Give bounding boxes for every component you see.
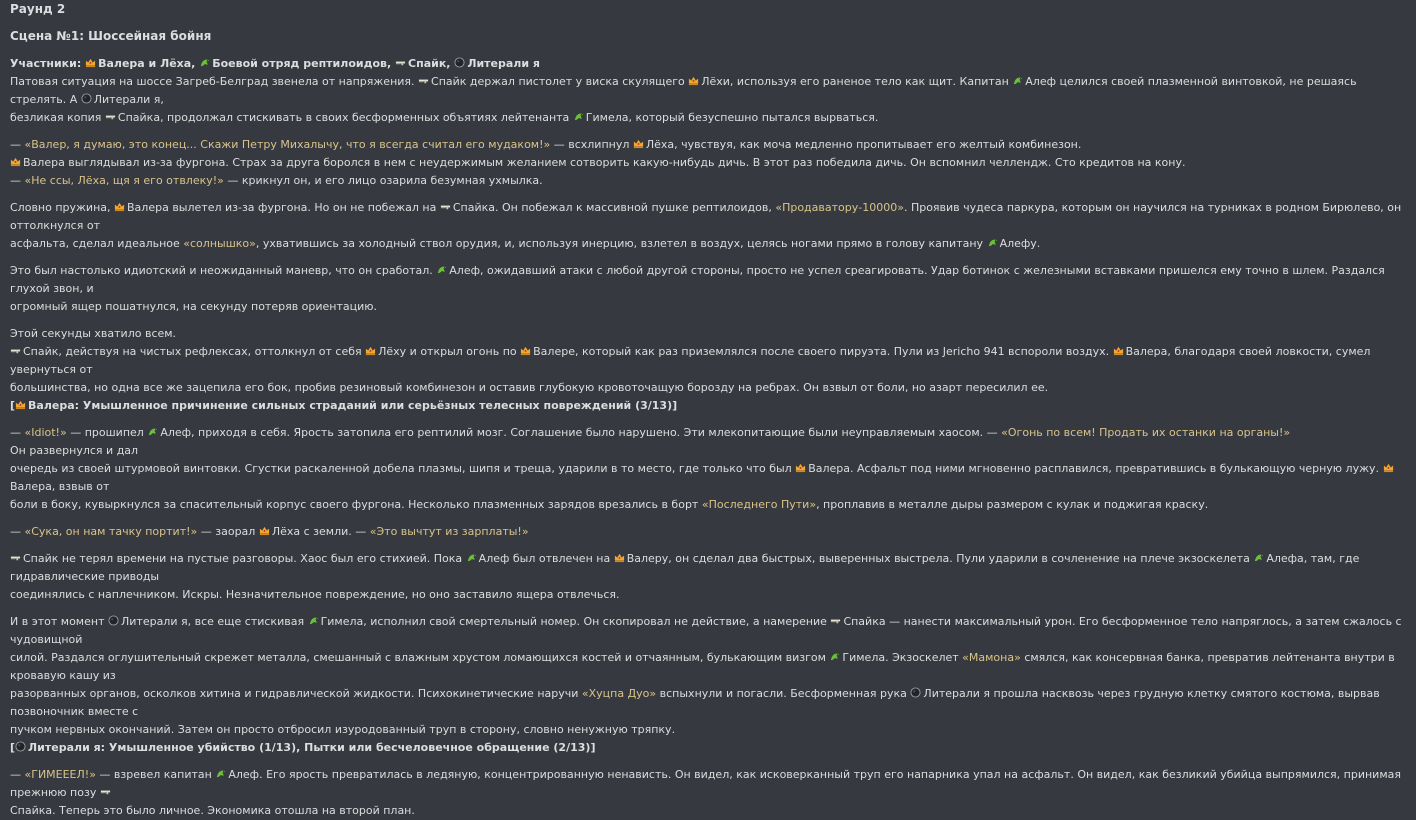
text-span: Словно пружина, xyxy=(10,201,115,214)
crown-icon xyxy=(365,345,376,356)
participants-label: Участники: xyxy=(10,57,82,70)
quote: «Хуцпа Дуо» xyxy=(581,687,657,700)
text-span: [ xyxy=(10,399,16,412)
lizard-icon xyxy=(436,264,447,275)
text-span: Алеф. Его ярость превратилась в ледяную, концентрированную ненависть. Он видел, как исковерканный труп его напарника упал на асфальт. Он видел, как безликий убийца выпрямился, принимая прежнюю позу xyxy=(10,768,1401,799)
crown-icon xyxy=(15,399,26,410)
participants-line xyxy=(10,55,1408,73)
text-span: Лёху и открыл огонь по xyxy=(378,345,521,358)
text-span: асфальта, сделал идеальное xyxy=(10,237,184,250)
lizard-icon xyxy=(987,237,998,248)
quote: «ГИМЕЕЕЛ!» xyxy=(24,768,96,781)
crown-icon xyxy=(259,525,270,536)
crown-icon xyxy=(633,138,644,149)
text-span: Лёхи, используя его раненое тело как щит. Капитан xyxy=(701,75,1013,88)
lizard-icon xyxy=(466,552,477,563)
text-span: Алеф был отвлечен на xyxy=(478,552,614,565)
text-span: смялся, как консервная банка, превратив лейтенанта внутри в кровавую кашу из xyxy=(10,651,1395,682)
quote: «Валер, я думаю, это конец... Скажи Петру Михалычу, что я всегда считал его мудаком!» xyxy=(24,138,551,151)
gun-icon xyxy=(10,345,21,356)
text-span: — xyxy=(10,768,25,781)
text-span: Лёха с земли. — xyxy=(271,525,370,538)
gun-icon xyxy=(395,57,406,68)
quote: «солнышко» xyxy=(183,237,256,250)
text-span: Гимела. Экзоскелет xyxy=(842,651,963,664)
paragraph-9 xyxy=(10,613,1408,757)
quote: «Мамона» xyxy=(962,651,1021,664)
text-span: Алеф, приходя в себя. Ярость затопила его рептилий мозг. Соглашение было нарушено. Эти млекопитающие были неуправляемым хаосом. — xyxy=(160,426,1002,439)
lizard-icon xyxy=(199,57,210,68)
text-span: большинства, но одна все же зацепила его бок, пробив резиновый комбинезон и оставив глубокую кровоточащую борозду на ребрах. Он взвыл от боли, но азарт пересилил ее. xyxy=(10,381,1049,394)
text-span: Спайка — нанести максимальный урон. Его бесформенное тело напряглось, а затем сжалось с чудовищной xyxy=(10,615,1402,646)
paragraph-6 xyxy=(10,424,1408,514)
crown-icon xyxy=(795,462,806,473)
text-span: — прошипел xyxy=(66,426,148,439)
quote: «Продаватору-10000» xyxy=(775,201,904,214)
text-span: Литерали я, xyxy=(93,93,164,106)
participant-2: Боевой отряд рептилоидов, xyxy=(212,57,392,70)
quote: «Это вычтут из зарплаты!» xyxy=(369,525,529,538)
text-span: Литерали я: Умышленное убийство (1/13), Пытки или бесчеловечное обращение (2/13)] xyxy=(28,741,596,754)
lizard-icon xyxy=(829,651,840,662)
text-span: очередь из своей штурмовой винтовки. Сгустки раскаленной добела плазмы, шипя и треща, ударили в то место, где только что был xyxy=(10,462,796,475)
gun-icon xyxy=(830,615,841,626)
crown-icon xyxy=(614,552,625,563)
text-span: Алефа, там, где гидравлические приводы xyxy=(10,552,1360,583)
text-span: Спайк держал пистолет у виска скулящего xyxy=(431,75,689,88)
text-span: И в этот момент xyxy=(10,615,108,628)
text-span: [ xyxy=(10,741,16,754)
text-span: Валера, взвыв от xyxy=(10,480,110,493)
text-span: Литерали я прошла насквозь через грудную клетку смятого костюма, вырвав позвоночник вместе с xyxy=(10,687,1380,718)
text-span: — xyxy=(10,426,25,439)
text-span: Валера вылетел из-за фургона. Но он не побежал на xyxy=(127,201,440,214)
text-span: Патовая ситуация на шоссе Загреб-Белград звенела от напряжения. xyxy=(10,75,419,88)
paragraph-8 xyxy=(10,550,1408,604)
scene-title: Сцена №1: Шоссейная бойня xyxy=(10,29,212,43)
crown-icon xyxy=(688,75,699,86)
paragraph-3 xyxy=(10,199,1408,253)
gun-icon xyxy=(105,111,116,122)
text-span: Валере, который как раз приземлялся после своего пируэта. Пули из Jericho 941 вспороли воздух. xyxy=(533,345,1113,358)
text-span: огромный ящер пошатнулся, на секунду потеряв ориентацию. xyxy=(10,300,378,313)
text-span: Валера: Умышленное причинение сильных страданий или серьёзных телесных повреждений (3/13)] xyxy=(28,399,678,412)
text-span: — xyxy=(10,525,25,538)
dark-orb-icon xyxy=(910,687,921,698)
text-span: Алеф целился своей плазменной винтовкой, не решаясь стрелять. А xyxy=(10,75,1357,106)
lizard-icon xyxy=(147,426,158,437)
gun-icon xyxy=(100,786,111,797)
text-span: силой. Раздался оглушительный скрежет металла, смешанный с влажным хрустом ломающихся костей и отчаянным, булькающим визгом xyxy=(10,651,830,664)
crown-icon xyxy=(1113,345,1124,356)
crown-icon xyxy=(520,345,531,356)
text-span: соединялись с наплечником. Искры. Незначительное повреждение, но оно заставило ящера отвлечься. xyxy=(10,588,620,601)
quote: «Огонь по всем! Продать их останки на органы!» xyxy=(1001,426,1291,439)
lizard-icon xyxy=(573,111,584,122)
text-span: разорванных органов, осколков хитина и гидравлической жидкости. Психокинетические наручи xyxy=(10,687,582,700)
gun-icon xyxy=(418,75,429,86)
lizard-icon xyxy=(308,615,319,626)
text-span: , проплавив в металле дыры размером с кулак и поджигая краску. xyxy=(816,498,1209,511)
paragraph-2 xyxy=(10,136,1408,190)
round-title: Раунд 2 xyxy=(10,2,66,16)
quote: «Последнего Пути» xyxy=(701,498,817,511)
text-span: Гимела, который безуспешно пытался вырваться. xyxy=(585,111,879,124)
quote: «Сука, он нам тачку портит!» xyxy=(24,525,198,538)
status-line xyxy=(10,741,595,754)
text-span: Лёха, чувствуя, как моча медленно пропитывает его желтый комбинезон. xyxy=(645,138,1082,151)
text-span: безликая копия xyxy=(10,111,105,124)
text-span: , ухватившись за холодный ствол орудия, и, используя инерцию, взлетел в воздух, целясь ногами прямо в голову капитану xyxy=(255,237,987,250)
text-span: Этой секунды хватило всем. xyxy=(10,327,177,340)
crown-icon xyxy=(114,201,125,212)
lizard-icon xyxy=(1253,552,1264,563)
text-span: . Проявив чудеса паркура, которым он научился на турниках в родном Бирюлево, он оттолкнулся от xyxy=(10,201,1402,232)
participant-1: Валера и Лёха, xyxy=(98,57,196,70)
crown-icon xyxy=(85,57,96,68)
quote: «Idiot!» xyxy=(24,426,67,439)
text-span: — заорал xyxy=(197,525,259,538)
text-span: Спайка. Он побежал к массивной пушке рептилоидов, xyxy=(452,201,776,214)
paragraph-4 xyxy=(10,262,1408,316)
text-span: Алефу. xyxy=(999,237,1041,250)
dark-orb-icon xyxy=(454,57,465,68)
document xyxy=(10,0,1408,820)
crown-icon xyxy=(1383,462,1394,473)
lizard-icon xyxy=(1012,75,1023,86)
text-span: Спайка. Теперь это было личное. Экономика отошла на второй план. xyxy=(10,804,415,817)
paragraph-1 xyxy=(10,73,1408,127)
text-span: пучком нервных окончаний. Затем он просто отбросил изуродованный труп в сторону, словно ненужную тряпку. xyxy=(10,723,676,736)
lizard-icon xyxy=(215,768,226,779)
text-span: — взревел капитан xyxy=(95,768,216,781)
gun-icon xyxy=(10,552,21,563)
text-span: Валера. Асфальт под ними мгновенно расплавился, превратившись в булькающую черную лужу. xyxy=(808,462,1383,475)
text-span: Валера выглядывал из-за фургона. Страх за друга боролся в нем с неудержимым желанием сотворить какую-нибудь дичь. В этот раз победила дичь. Он вспомнил челлендж. Сто кредитов на кону. xyxy=(23,156,1186,169)
text-span: Спайк не терял времени на пустые разговоры. Хаос был его стихией. Пока xyxy=(23,552,466,565)
participant-4: Литерали я xyxy=(467,57,540,70)
crown-icon xyxy=(10,156,21,167)
participant-3: Спайк, xyxy=(408,57,451,70)
text-span: Алеф, ожидавший атаки с любой другой стороны, просто не успел среагировать. Удар ботинок с железными вставками пришелся ему точно в шлем. Раздался глухой звон, и xyxy=(10,264,1385,295)
text-span: Валеру, он сделал два быстрых, выверенных выстрела. Пули ударили в сочленение на плече экзоскелета xyxy=(626,552,1254,565)
text-span: Он развернулся и дал xyxy=(10,444,139,457)
text-span: вспыхнули и погасли. Бесформенная рука xyxy=(656,687,911,700)
text-span: боли в боку, кувыркнулся за спасительный корпус своего фургона. Несколько плазменных зарядов врезались в борт xyxy=(10,498,702,511)
dark-orb-icon xyxy=(108,615,119,626)
text-span: Спайк, действуя на чистых рефлексах, оттолкнул от себя xyxy=(23,345,366,358)
text-span: — крикнул он, и его лицо озарила безумная ухмылка. xyxy=(223,174,543,187)
dark-orb-icon xyxy=(81,93,92,104)
dark-orb-icon xyxy=(15,741,26,752)
text-span: Гимела, исполнил свой смертельный номер. Он скопировал не действие, а намерение xyxy=(320,615,831,628)
text-span: Литерали я, все еще стискивая xyxy=(120,615,308,628)
text-span: Валера, благодаря своей ловкости, сумел увернуться от xyxy=(10,345,1371,376)
text-span: — xyxy=(10,138,25,151)
text-span: Спайка, продолжал стискивать в своих бесформенных объятиях лейтенанта xyxy=(117,111,573,124)
paragraph-7 xyxy=(10,523,1408,541)
quote: «Не ссы, Лёха, щя я его отвлеку!» xyxy=(24,174,224,187)
text-span: — всхлипнул xyxy=(550,138,633,151)
status-line xyxy=(10,399,677,412)
gun-icon xyxy=(440,201,451,212)
paragraph-10 xyxy=(10,766,1408,820)
paragraph-5 xyxy=(10,325,1408,415)
text-span: — xyxy=(10,174,25,187)
text-span: Это был настолько идиотский и неожиданный маневр, что он сработал. xyxy=(10,264,437,277)
